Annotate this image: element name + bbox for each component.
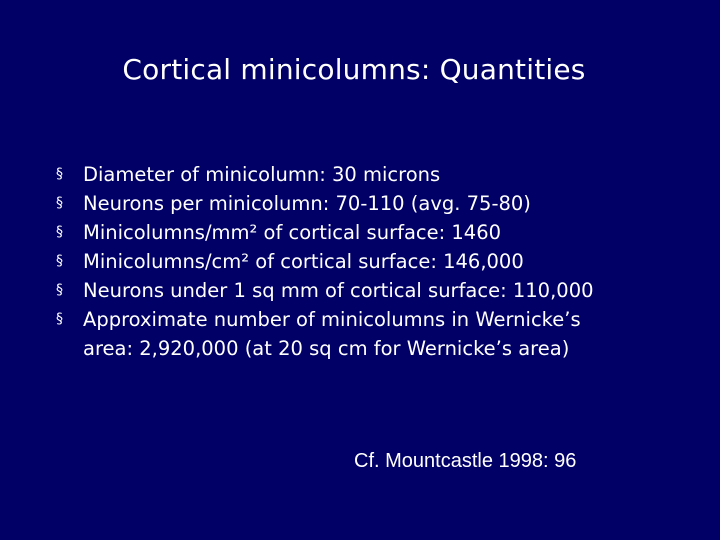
bullet-text: Neurons per minicolumn: 70-110 (avg. 75-80) xyxy=(83,192,531,215)
bullet-text: Minicolumns/cm² of cortical surface: 146,000 xyxy=(83,250,524,273)
bullet-text: Diameter of minicolumn: 30 microns xyxy=(83,163,441,186)
bullet-text: Neurons under 1 sq mm of cortical surface: 110,000 xyxy=(83,279,594,302)
bullet-marker-icon: § xyxy=(56,166,63,182)
bullet-list xyxy=(56,160,696,363)
bullet-item xyxy=(56,189,696,218)
bullet-item xyxy=(56,305,696,363)
bullet-item xyxy=(56,276,696,305)
bullet-item xyxy=(56,247,696,276)
bullet-marker-icon: § xyxy=(56,311,63,327)
bullet-item xyxy=(56,218,696,247)
bullet-marker-icon: § xyxy=(56,253,63,269)
citation: Cf. Mountcastle 1998: 96 xyxy=(354,450,577,472)
bullet-marker-icon: § xyxy=(56,282,63,298)
bullet-item xyxy=(56,160,696,189)
bullet-text-line: Approximate number of minicolumns in Wernicke’s xyxy=(83,308,581,331)
bullet-text-line: area: 2,920,000 (at 20 sq cm for Wernicke’s area) xyxy=(83,337,570,360)
bullet-text: Minicolumns/mm² of cortical surface: 1460 xyxy=(83,221,502,244)
bullet-marker-icon: § xyxy=(56,224,63,240)
bullet-marker-icon: § xyxy=(56,195,63,211)
slide-title: Cortical minicolumns: Quantities xyxy=(122,53,586,86)
